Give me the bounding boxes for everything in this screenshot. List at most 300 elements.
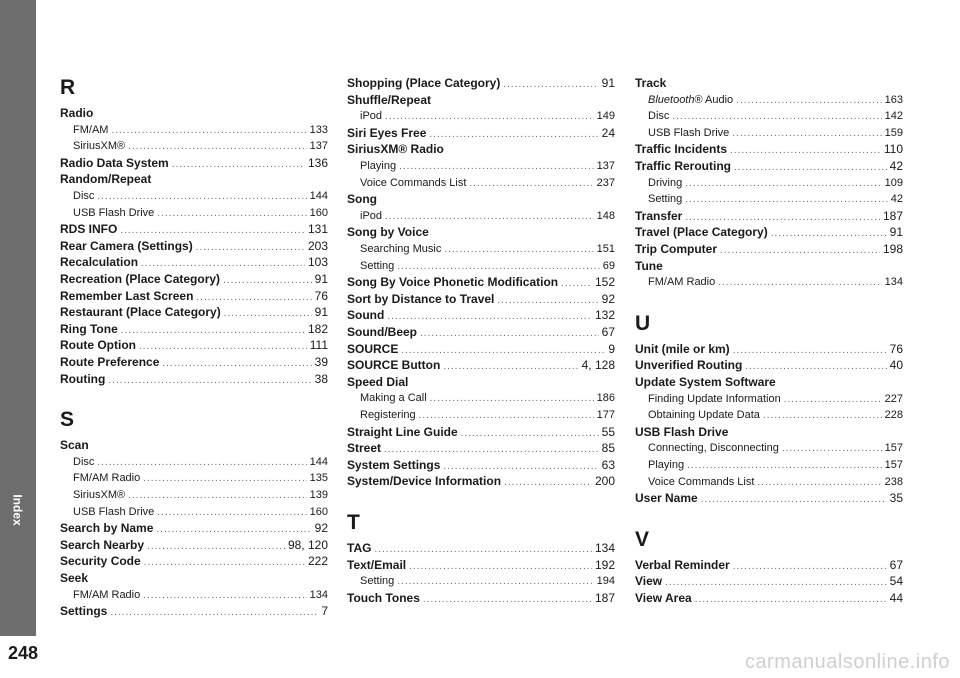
index-page-ref[interactable]: 38 <box>314 371 328 386</box>
page-number: 248 <box>8 643 39 663</box>
index-term: SOURCE <box>347 341 399 356</box>
index-subentry[interactable] <box>347 259 615 274</box>
index-page-ref[interactable]: 76 <box>889 341 903 356</box>
index-page-ref[interactable]: 177 <box>596 409 615 421</box>
leader-dots <box>385 109 594 124</box>
leader-dots <box>157 206 306 221</box>
leader-dots <box>757 475 881 490</box>
index-term: Route Preference <box>60 355 160 369</box>
index-page-ref[interactable]: 160 <box>309 505 328 518</box>
index-page-ref[interactable]: 144 <box>309 455 328 468</box>
index-term: Shuffle/Repeat <box>347 92 432 107</box>
index-entry[interactable] <box>635 225 903 241</box>
index-term: Text/Email <box>347 557 407 572</box>
index-subentry[interactable] <box>347 109 615 124</box>
index-page-ref[interactable]: 200 <box>594 474 615 489</box>
index-letter-heading: V <box>635 527 650 551</box>
index-entry <box>635 259 903 274</box>
index-term: Radio <box>60 106 94 120</box>
index-entry[interactable] <box>635 491 903 507</box>
leader-dots <box>139 339 307 354</box>
index-entry[interactable] <box>60 372 328 388</box>
index-subentry[interactable] <box>635 126 903 141</box>
index-page-ref[interactable]: 91 <box>601 76 615 90</box>
index-term: TAG <box>347 541 372 555</box>
index-tab-text: Index <box>11 494 25 526</box>
index-entry <box>60 438 328 453</box>
leader-dots <box>720 243 880 258</box>
index-term: Street <box>347 441 382 456</box>
index-term: USB Flash Drive <box>648 126 730 139</box>
index-term: User Name <box>635 491 698 506</box>
index-subentry[interactable] <box>635 392 903 407</box>
leader-dots <box>695 592 887 607</box>
leader-dots <box>429 127 598 142</box>
index-entry[interactable] <box>60 521 328 537</box>
index-term: Route Option <box>60 338 136 353</box>
index-page-ref[interactable]: 139 <box>309 489 328 501</box>
leader-dots <box>782 441 882 456</box>
index-page-ref[interactable]: 133 <box>309 123 328 136</box>
leader-dots <box>730 143 881 158</box>
index-term: Siri Eyes Free <box>347 125 427 140</box>
index-page-ref[interactable]: 187 <box>882 208 903 223</box>
index-term: Setting <box>360 575 395 588</box>
index-term: Song <box>347 192 377 207</box>
index-page-ref[interactable]: 4, 128 <box>581 358 615 373</box>
index-page-ref[interactable]: 91 <box>314 272 328 286</box>
index-page-ref[interactable]: 149 <box>596 110 615 123</box>
index-tab-label <box>0 480 36 540</box>
index-entry[interactable] <box>635 558 903 574</box>
index-entry <box>60 571 328 586</box>
index-term: iPod <box>360 209 383 222</box>
index-page-ref[interactable]: 144 <box>309 190 328 202</box>
index-page-ref[interactable]: 134 <box>309 588 328 601</box>
index-entry[interactable] <box>60 305 328 321</box>
index-page-ref[interactable]: 142 <box>884 110 903 123</box>
index-subentry[interactable] <box>635 458 903 473</box>
index-page-ref[interactable]: 39 <box>314 355 328 369</box>
leader-dots <box>497 293 598 308</box>
index-page-ref[interactable]: 237 <box>596 176 615 189</box>
index-entry[interactable] <box>347 275 615 291</box>
index-entry[interactable] <box>60 255 328 271</box>
index-term: Connecting, Disconnecting <box>648 442 779 455</box>
index-subentry[interactable] <box>60 139 328 154</box>
leader-dots <box>399 159 594 174</box>
leader-dots <box>128 139 307 154</box>
index-term: Search Nearby <box>60 537 145 552</box>
index-page-ref[interactable]: 134 <box>594 541 615 555</box>
index-term: Seek <box>60 571 89 585</box>
index-term: Bluetooth® Audio <box>648 93 734 106</box>
index-entry[interactable] <box>635 574 903 590</box>
index-entry[interactable] <box>347 458 615 474</box>
leader-dots <box>157 505 306 520</box>
index-term: Search by Name <box>60 521 154 536</box>
index-term: USB Flash Drive <box>73 206 155 219</box>
index-term: SOURCE Button <box>347 358 441 373</box>
leader-dots <box>120 223 305 238</box>
index-page-ref[interactable]: 148 <box>596 209 615 222</box>
index-page-ref[interactable]: 187 <box>594 590 615 605</box>
index-term: FM/AM <box>73 123 109 136</box>
leader-dots <box>503 77 598 92</box>
index-term: Disc <box>73 455 95 468</box>
index-subentry[interactable] <box>347 159 615 174</box>
index-page-ref[interactable]: 67 <box>889 557 903 572</box>
index-term: Playing <box>648 459 685 471</box>
index-entry[interactable] <box>60 338 328 354</box>
index-page-ref[interactable]: 109 <box>884 176 903 189</box>
leader-dots <box>504 475 592 490</box>
index-term: FM/AM Radio <box>73 588 141 601</box>
index-page-ref[interactable]: 42 <box>889 159 903 173</box>
index-page-ref[interactable]: 35 <box>889 491 903 506</box>
index-term: Speed Dial <box>347 374 409 389</box>
index-letter-heading: T <box>347 511 360 534</box>
index-page-ref[interactable]: 152 <box>594 275 615 290</box>
leader-dots <box>733 343 887 358</box>
index-subentry[interactable] <box>635 93 903 108</box>
index-term: iPod <box>360 110 383 123</box>
index-subentry[interactable] <box>60 455 328 470</box>
leader-dots <box>672 109 881 124</box>
index-term: SiriusXM® Radio <box>347 142 444 157</box>
leader-dots <box>156 522 311 537</box>
index-entry <box>347 93 615 108</box>
index-entry[interactable] <box>60 538 328 554</box>
index-term: System/Device Information <box>347 474 502 489</box>
index-page-ref[interactable]: 67 <box>601 325 615 339</box>
index-page-ref[interactable]: 69 <box>602 259 615 272</box>
index-page-ref[interactable]: 110 <box>883 142 903 157</box>
index-entry[interactable] <box>60 554 328 570</box>
index-term: View Area <box>635 591 692 605</box>
leader-dots <box>172 157 305 172</box>
index-page-ref[interactable]: 63 <box>601 457 615 472</box>
index-term: System Settings <box>347 457 441 472</box>
index-term: Voice Commands List <box>360 176 467 189</box>
index-subentry[interactable] <box>347 391 615 406</box>
index-page-ref[interactable]: 24 <box>601 125 615 140</box>
index-entry[interactable] <box>60 604 328 620</box>
index-subentry[interactable] <box>635 408 903 423</box>
index-page-ref[interactable]: 54 <box>889 574 903 589</box>
leader-dots <box>223 273 312 288</box>
index-term: Song by Voice <box>347 225 429 240</box>
index-term: SiriusXM® <box>73 140 126 153</box>
index-page-ref[interactable]: 192 <box>594 557 615 572</box>
index-entry <box>635 425 903 440</box>
index-page-ref[interactable]: 203 <box>307 238 328 253</box>
index-term: Searching Music <box>360 243 442 255</box>
index-subentry[interactable] <box>347 408 615 423</box>
index-entry[interactable] <box>60 355 328 371</box>
leader-dots <box>685 192 888 207</box>
index-page-ref[interactable]: 91 <box>889 225 903 240</box>
leader-dots <box>561 276 592 291</box>
leader-dots <box>469 176 593 191</box>
index-page-ref[interactable]: 182 <box>307 321 328 336</box>
index-subentry[interactable] <box>635 275 903 290</box>
index-subentry[interactable] <box>60 488 328 503</box>
index-term: Finding Update Information <box>648 392 781 405</box>
index-entry[interactable] <box>635 209 903 225</box>
index-page-ref[interactable]: 157 <box>884 459 903 471</box>
index-entry[interactable] <box>347 308 615 324</box>
index-term: Recreation (Place Category) <box>60 272 221 286</box>
index-entry[interactable] <box>635 342 903 358</box>
index-page-ref[interactable]: 159 <box>884 126 903 139</box>
index-term: Making a Call <box>360 392 427 405</box>
index-page-ref[interactable]: 42 <box>890 193 903 206</box>
index-entry <box>60 106 328 121</box>
leader-dots <box>461 426 599 441</box>
leader-dots <box>732 126 881 141</box>
index-term: SiriusXM® <box>73 489 126 501</box>
index-subentry[interactable] <box>60 471 328 486</box>
leader-dots <box>110 605 318 620</box>
index-entry <box>60 172 328 187</box>
leader-dots <box>143 588 306 603</box>
index-page-ref[interactable]: 40 <box>889 358 903 373</box>
index-term: Update System Software <box>635 375 776 389</box>
leader-dots <box>734 160 887 175</box>
index-term: Travel (Place Category) <box>635 225 768 240</box>
index-subentry[interactable] <box>347 574 615 589</box>
index-entry[interactable] <box>347 358 615 374</box>
index-term: USB Flash Drive <box>635 424 729 439</box>
index-subentry[interactable] <box>635 441 903 456</box>
leader-dots <box>685 210 880 225</box>
index-page-ref[interactable]: 55 <box>601 424 615 439</box>
index-term: Traffic Incidents <box>635 142 728 157</box>
leader-dots <box>771 226 887 241</box>
index-term: FM/AM Radio <box>648 276 716 289</box>
index-term: Recalculation <box>60 255 139 270</box>
leader-dots <box>128 488 307 503</box>
leader-dots <box>733 559 887 574</box>
index-page-ref[interactable]: 85 <box>601 441 615 456</box>
leader-dots <box>763 408 882 423</box>
index-term: Sound <box>347 308 385 323</box>
leader-dots <box>443 359 578 374</box>
index-page-ref[interactable]: 157 <box>884 442 903 455</box>
index-page-ref[interactable]: 92 <box>601 291 615 306</box>
index-page-ref[interactable]: 134 <box>884 276 903 289</box>
index-term: USB Flash Drive <box>73 505 155 518</box>
index-page-ref[interactable]: 135 <box>309 472 328 485</box>
index-entry[interactable] <box>635 591 903 607</box>
index-term: View <box>635 574 663 589</box>
index-term: Rear Camera (Settings) <box>60 238 193 253</box>
index-term: Tune <box>635 258 663 273</box>
watermark: carmanualsonline.info <box>744 651 950 673</box>
leader-dots <box>718 275 881 290</box>
leader-dots <box>121 323 305 338</box>
index-term: Setting <box>360 259 395 272</box>
index-entry[interactable] <box>635 242 903 258</box>
index-entry[interactable] <box>347 425 615 441</box>
index-page-ref[interactable]: 9 <box>608 341 615 356</box>
index-entry[interactable] <box>635 142 903 158</box>
leader-dots <box>443 459 598 474</box>
index-term: Disc <box>648 110 670 123</box>
index-subentry[interactable] <box>635 475 903 490</box>
index-term: Registering <box>360 409 416 421</box>
index-term: Verbal Reminder <box>635 557 730 572</box>
index-page-ref[interactable]: 151 <box>596 243 615 255</box>
leader-dots <box>385 209 594 224</box>
index-entry[interactable] <box>347 474 615 490</box>
index-page-ref[interactable]: 44 <box>889 591 903 605</box>
leader-dots <box>430 391 594 406</box>
index-term: Sound/Beep <box>347 325 418 339</box>
index-page-ref[interactable]: 186 <box>596 392 615 405</box>
index-entry[interactable] <box>347 126 615 142</box>
leader-dots <box>144 555 305 570</box>
index-entry[interactable] <box>347 558 615 574</box>
index-term: Unit (mile or km) <box>635 341 730 356</box>
index-letter-heading: U <box>635 311 651 335</box>
index-entry[interactable] <box>60 272 328 288</box>
index-subentry[interactable] <box>60 505 328 520</box>
leader-dots <box>196 240 305 255</box>
index-subentry[interactable] <box>60 206 328 221</box>
index-page-ref[interactable]: 198 <box>882 242 903 256</box>
index-term: Driving <box>648 176 683 189</box>
leader-dots <box>387 309 592 324</box>
index-entry[interactable] <box>60 222 328 238</box>
index-entry[interactable] <box>635 358 903 374</box>
leader-dots <box>147 539 285 554</box>
index-side-tab <box>0 0 36 636</box>
index-term: Restaurant (Place Category) <box>60 305 221 320</box>
leader-dots <box>384 442 599 457</box>
index-entry[interactable] <box>347 325 615 341</box>
index-page-ref[interactable]: 92 <box>314 521 328 536</box>
index-term: Obtaining Update Data <box>648 409 760 422</box>
leader-dots <box>224 306 312 321</box>
index-entry[interactable] <box>347 441 615 457</box>
index-subentry[interactable] <box>347 209 615 224</box>
leader-dots <box>397 259 600 274</box>
leader-dots <box>665 575 887 590</box>
index-entry[interactable] <box>635 159 903 175</box>
leader-dots <box>397 574 593 589</box>
index-subentry[interactable] <box>635 176 903 191</box>
leader-dots <box>409 559 592 574</box>
index-term: Ring Tone <box>60 321 118 336</box>
leader-dots <box>420 326 599 341</box>
index-page-ref[interactable]: 136 <box>307 155 328 170</box>
index-page-ref[interactable]: 98, 120 <box>287 537 328 552</box>
leader-dots <box>419 408 594 423</box>
index-term: Remember Last Screen <box>60 288 194 303</box>
index-subentry[interactable] <box>347 242 615 257</box>
index-term: Settings <box>60 604 108 619</box>
index-entry[interactable] <box>60 289 328 305</box>
index-entry[interactable] <box>347 76 615 92</box>
index-entry <box>347 225 615 240</box>
index-subentry[interactable] <box>635 109 903 124</box>
index-entry[interactable] <box>60 239 328 255</box>
index-entry <box>635 76 903 91</box>
index-subentry[interactable] <box>60 189 328 204</box>
leader-dots <box>745 359 886 374</box>
index-term: Trip Computer <box>635 242 718 256</box>
index-term: Scan <box>60 438 89 453</box>
index-page-ref[interactable]: 131 <box>307 222 328 237</box>
index-page-ref[interactable]: 132 <box>594 308 615 323</box>
index-term: Radio Data System <box>60 155 169 170</box>
leader-dots <box>111 123 306 138</box>
index-page-ref[interactable]: 91 <box>314 305 328 320</box>
index-entry[interactable] <box>60 156 328 172</box>
index-term: Voice Commands List <box>648 475 755 488</box>
index-page-ref[interactable]: 137 <box>596 160 615 172</box>
index-term: Random/Repeat <box>60 172 152 187</box>
index-page-ref[interactable]: 194 <box>596 575 615 588</box>
index-term: Shopping (Place Category) <box>347 76 501 90</box>
index-term: Track <box>635 76 667 90</box>
index-entry[interactable] <box>347 292 615 308</box>
index-page-ref[interactable]: 222 <box>307 554 328 569</box>
leader-dots <box>685 176 881 191</box>
index-page-ref[interactable]: 137 <box>309 140 328 153</box>
index-page-ref[interactable]: 160 <box>309 206 328 219</box>
index-entry[interactable] <box>347 541 615 557</box>
index-term: Sort by Distance to Travel <box>347 291 495 306</box>
index-term: Unverified Routing <box>635 358 743 373</box>
leader-dots <box>143 471 306 486</box>
index-term: Setting <box>648 193 683 206</box>
index-page-ref[interactable]: 111 <box>309 338 328 353</box>
index-letter-heading: R <box>60 76 76 99</box>
index-term: Straight Line Guide <box>347 424 458 439</box>
index-page-ref[interactable]: 238 <box>884 475 903 488</box>
index-page-ref[interactable]: 7 <box>321 604 328 619</box>
index-term: Song By Voice Phonetic Modification <box>347 275 559 290</box>
leader-dots <box>687 458 882 473</box>
leader-dots <box>401 343 605 358</box>
index-term: Routing <box>60 371 106 386</box>
index-entry[interactable] <box>347 591 615 607</box>
leader-dots <box>736 93 881 108</box>
index-subentry[interactable] <box>635 192 903 207</box>
index-entry[interactable] <box>60 322 328 338</box>
index-page-ref[interactable]: 163 <box>884 93 903 106</box>
index-term: Disc <box>73 190 95 202</box>
index-page-ref[interactable]: 103 <box>307 255 328 270</box>
index-entry <box>347 192 615 207</box>
index-subentry[interactable] <box>60 123 328 138</box>
leader-dots <box>108 373 311 388</box>
index-subentry[interactable] <box>347 176 615 191</box>
index-term: Security Code <box>60 554 141 569</box>
index-page-ref[interactable]: 228 <box>884 409 903 422</box>
leader-dots <box>444 242 593 257</box>
index-page-ref[interactable]: 76 <box>314 288 328 303</box>
index-entry[interactable] <box>347 342 615 358</box>
index-subentry[interactable] <box>60 588 328 603</box>
index-page-ref[interactable]: 227 <box>884 392 903 405</box>
leader-dots <box>423 592 592 607</box>
leader-dots <box>97 455 306 470</box>
leader-dots <box>141 256 305 271</box>
